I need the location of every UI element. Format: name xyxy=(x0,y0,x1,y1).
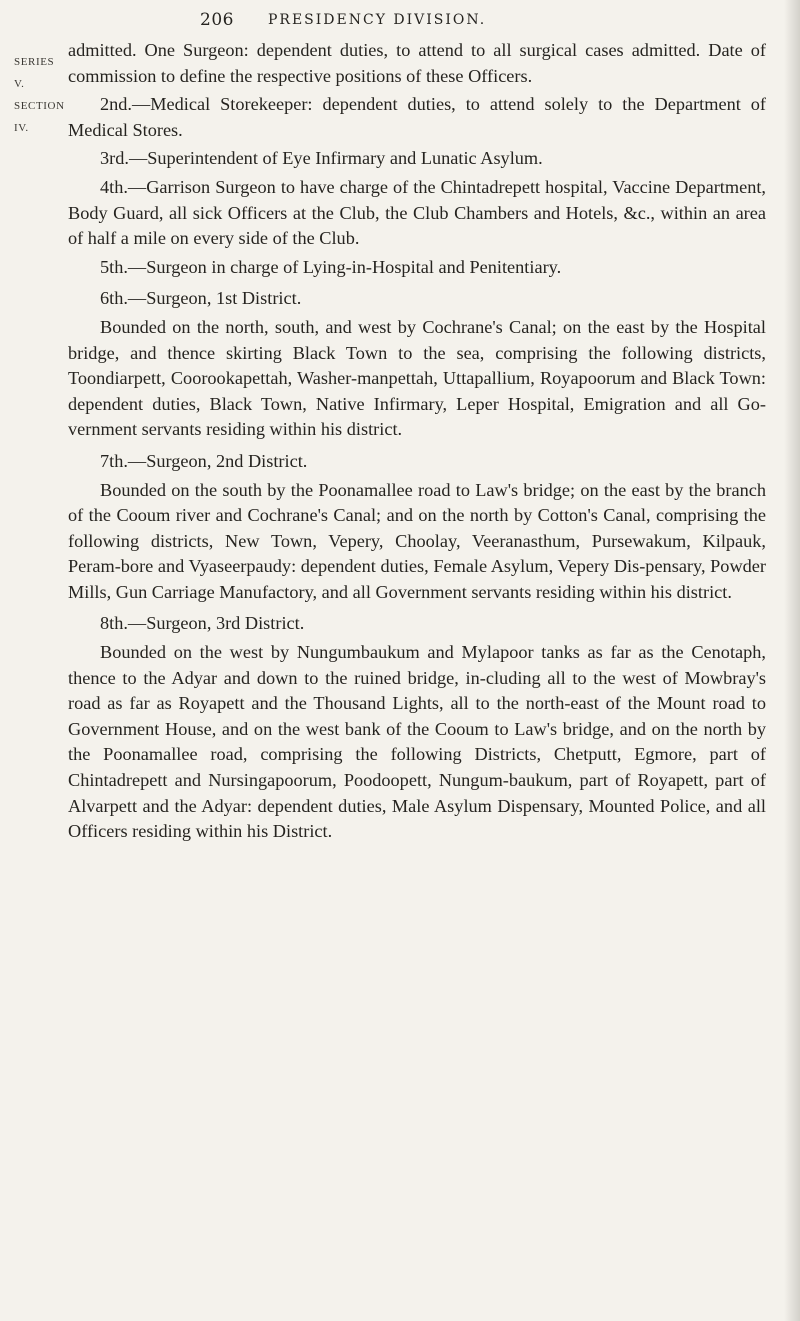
paragraph-superintendent: 3rd.—Superintendent of Eye Infirmary and Lunatic Asylum. xyxy=(100,148,543,169)
paragraph-continuation: admitted. One Surgeon: dependent duties, to attend to all surgical cases admitted. Date of commission to define the respective positions of these Officers. xyxy=(68,40,766,86)
paragraph-district-3-bounds: Bounded on the west by Nungumbaukum and Mylapoor tanks as far as the Cenotaph, thence to the Adyar and down to the ruined bridge, in-cluding all to the west of Mowbray's road as far as Royapett and the Thousand Lights, all to the north-east of the Mount road to Government House, and on the west bank of the Cooum to Law's bridge, and on the north by the Poonamallee road, comprising the following Districts, Chetputt, Egmore, part of Chintadrepett and Nursingapoorum, Poodoopett, Nungum-baukum, part of Royapett, part of Alvarpett and the Adyar: dependent duties, Male Asylum Dispensary, Mounted Police, and all Officers residing within his District. xyxy=(68,642,766,842)
margin-series: SERIES V. xyxy=(14,56,55,90)
page-edge-shadow xyxy=(784,0,800,1321)
paragraph-district-2-bounds: Bounded on the south by the Poonamallee road to Law's bridge; on the east by the branch of the Cooum river and Cochrane's Canal; and on the north by Cotton's Canal, comprising the following districts, New Town, Vepery, Choolay, Veeranasthum, Pursewakum, Kilpauk, Peram-bore and Vyaseerpaudy: dependent duties, Female Asylum, Vepery Dis-pensary, Powder Mills, Gun Carriage Manufactory, and all Government servants residing within his district. xyxy=(68,479,766,602)
paragraph-district-1-bounds: Bounded on the north, south, and west by Cochrane's Canal; on the east by the Hospital bridge, and thence skirting Black Town to the sea, comprising the following districts, Toondiarpett, Coorookapettah, Washer-manpettah, Uttapallium, Royapoorum and Black Town: dependent duties, Black Town, Native Infirmary, Leper Hospital, Emigration and all Go-vernment servants residing within his district. xyxy=(68,316,766,440)
body-text xyxy=(68,38,766,848)
margin-note xyxy=(14,51,66,139)
paragraph-district-1-heading: 6th.—Surgeon, 1st District. xyxy=(100,288,302,309)
paragraph-district-2-heading: 7th.—Surgeon, 2nd District. xyxy=(100,450,308,471)
running-title: PRESIDENCY DIVISION. xyxy=(268,12,487,28)
paragraph-lying-in-surgeon: 5th.—Surgeon in charge of Lying-in-Hospital and Penitentiary. xyxy=(100,256,562,277)
paragraph-garrison-surgeon: 4th.—Garrison Surgeon to have charge of the Chintadrepett hospital, Vaccine Department, Body Guard, all sick Officers at the Club, the Club Chambers and Hotels, &c., within an area of half a mile on every side of the Club. xyxy=(68,176,766,249)
page-number: 206 xyxy=(200,10,234,30)
paragraph-district-3-heading: 8th.—Surgeon, 3rd District. xyxy=(100,613,305,634)
running-head xyxy=(0,6,800,34)
margin-section: SECTION IV. xyxy=(14,100,65,134)
paragraph-medical-storekeeper: 2nd.—Medical Storekeeper: dependent duties, to attend solely to the Department of Medical Stores. xyxy=(68,94,766,140)
